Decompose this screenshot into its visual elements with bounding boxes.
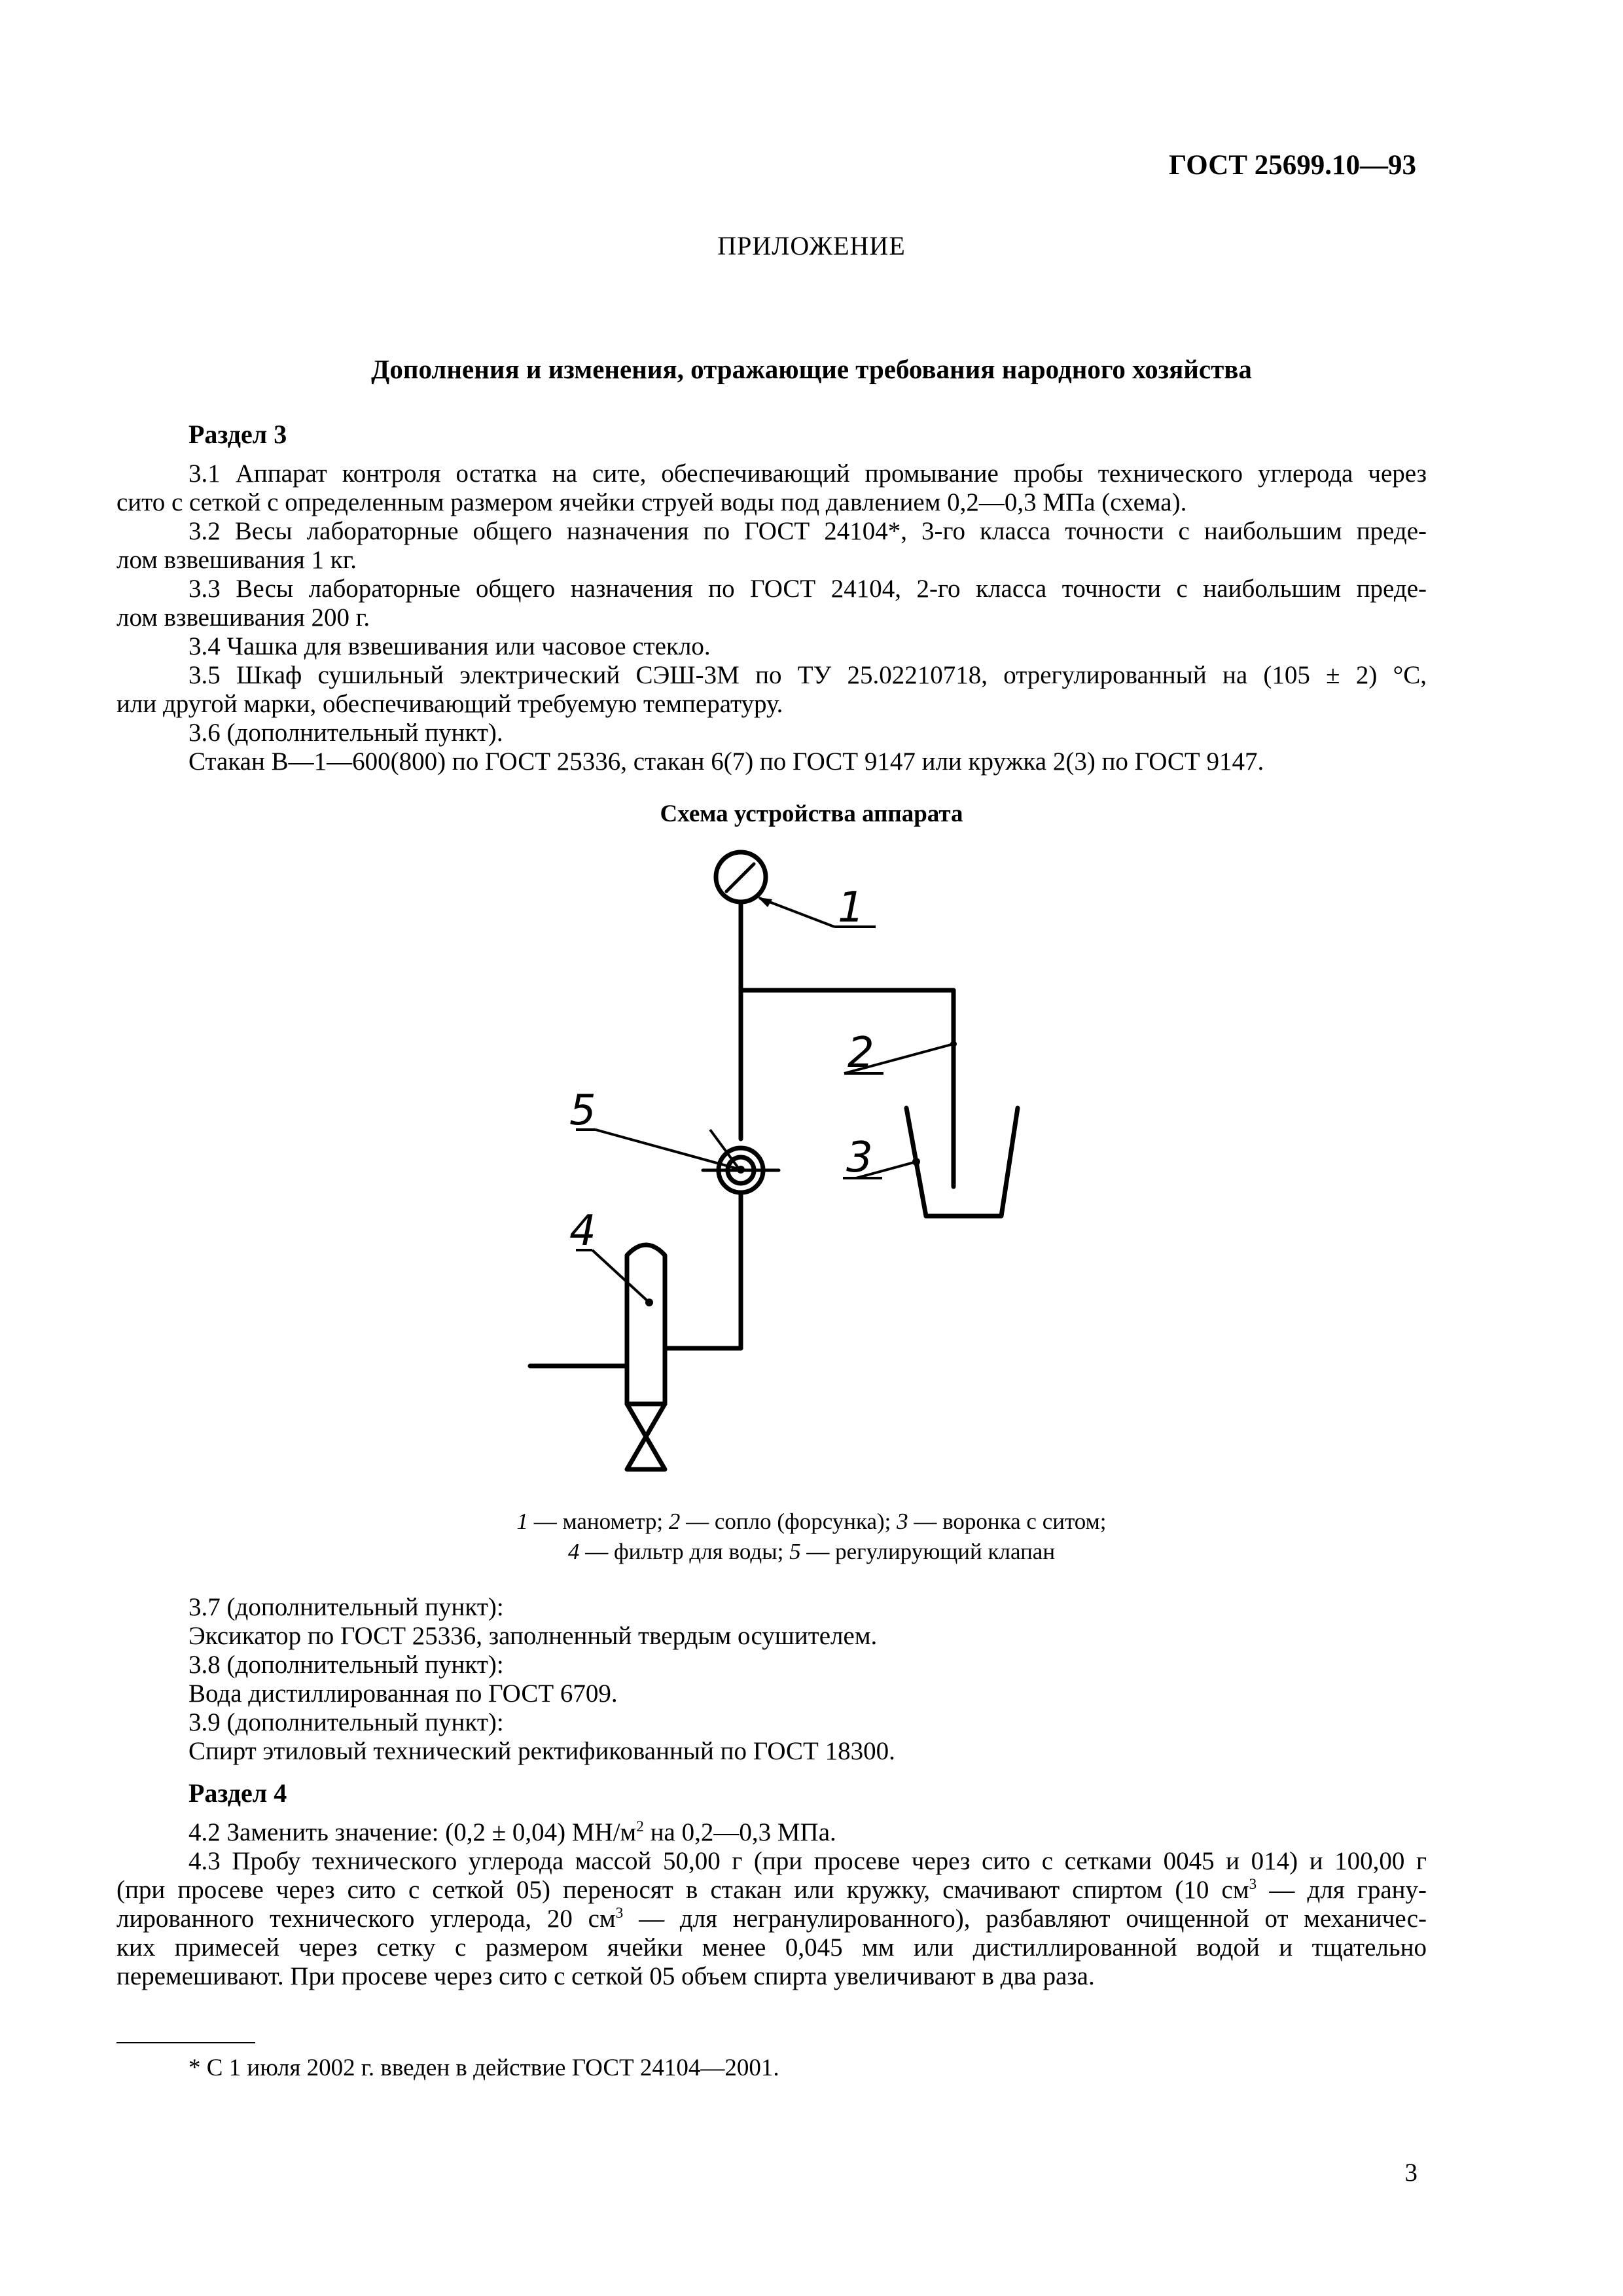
page-title: Дополнения и изменения, отражающие требования народного хозяйства [371,354,1252,384]
footnote-divider [116,2042,255,2043]
leader-4 [592,1250,649,1302]
section-3-heading: Раздел 3 [188,420,287,449]
appendix-label: ПРИЛОЖЕНИЕ [717,231,906,260]
paragraph-3-6-text: Стакан В—1—600(800) по ГОСТ 25336, стакан 6(7) по ГОСТ 9147 или кружка 2(3) по ГОСТ 9147. [188,747,1264,776]
paragraph-3-7-text: Эксикатор по ГОСТ 25336, заполненный твердым осушителем. [188,1622,878,1650]
diagram-caption: 1 — манометр; 2 — сопло (форсунка); 3 — воронка с ситом; 4 — фильтр для воды; 5 — регулирующий клапан [516,1509,1107,1564]
diagram-label-2: 2 [847,1029,874,1077]
paragraph-3-3: 3.3 Весы лабораторные общего назначения по ГОСТ 24104, 2-го класса точности с наибольшим преде- лом взвешивания 200 г. [116,575,1427,632]
paragraph-3-7: 3.7 (дополнительный пункт): [188,1593,504,1621]
paragraph-3-4: 3.4 Чашка для взвешивания или часовое стекло. [188,632,711,660]
section-4-heading: Раздел 4 [188,1778,287,1808]
diagram-label-4: 4 [569,1207,596,1255]
page-number: 3 [1404,2159,1418,2187]
diagram-label-1: 1 [838,884,865,932]
paragraph-3-2: 3.2 Весы лабораторные общего назначения по ГОСТ 24104*, 3-го класса точности с наибольшим преде- лом взвешивания 1 кг. [116,517,1427,574]
schema-title: Схема устройства аппарата [660,800,963,827]
paragraph-3-8-text: Вода дистиллированная по ГОСТ 6709. [188,1679,618,1708]
paragraph-3-1: 3.1 Аппарат контроля остатка на сите, обеспечивающий промывание пробы технического углерода через сито с сеткой с определенным размером ячейки струей воды под давлением 0,2—0,3 МПа (схема). [116,459,1427,516]
drain-valve [627,1404,665,1469]
arrowhead-1 [758,897,772,907]
apparatus-diagram [497,844,1086,1486]
paragraph-3-8: 3.8 (дополнительный пункт): [188,1651,504,1679]
diagram-label-5: 5 [569,1086,596,1135]
paragraph-4-3: 4.3 Пробу технического углерода массой 50,00 г (при просеве через сито с сетками 0045 и 014) и 100,00 г (при просеве через сито с сеткой 05) переносят в стакан или кружку, смачивают спиртом (10 $см^3$ — для грану- лированного технического углерода, 20 $см^3$ — для негранулированного), разбавляют очищенной от механичес- ких примесей через сетку с размером ячейки менее 0,045 мм или дистиллированной водой и тщательно перемешивают. При просеве через сито с сеткой 05 объем спирта увеличивают в два раза. [116,1847,1427,1990]
water-filter [627,1245,665,1404]
paragraph-3-5: 3.5 Шкаф сушильный электрический СЭШ-3М по ТУ 25.02210718, отрегулированный на (105 ± 2) °С, или другой марки, обеспечивающий требуемую температуру. [116,661,1427,718]
paragraph-3-6: 3.6 (дополнительный пункт). [188,719,503,747]
diagram-label-3: 3 [846,1134,873,1182]
funnel-with-sieve [906,1108,1018,1216]
paragraph-4-2: 4.2 Заменить значение: (0,2 ± 0,04) $МН/м^2$ на 0,2—0,3 МПа. [188,1818,836,1846]
paragraph-3-9-text: Спирт этиловый технический ректификованный по ГОСТ 18300. [188,1737,895,1765]
footnote: * С 1 июля 2002 г. введен в действие ГОСТ 24104—2001. [188,2054,779,2081]
paragraph-3-9: 3.9 (дополнительный пункт): [188,1708,504,1736]
document-code: ГОСТ 25699.10—93 [1169,150,1416,181]
manometer-needle [726,864,754,891]
